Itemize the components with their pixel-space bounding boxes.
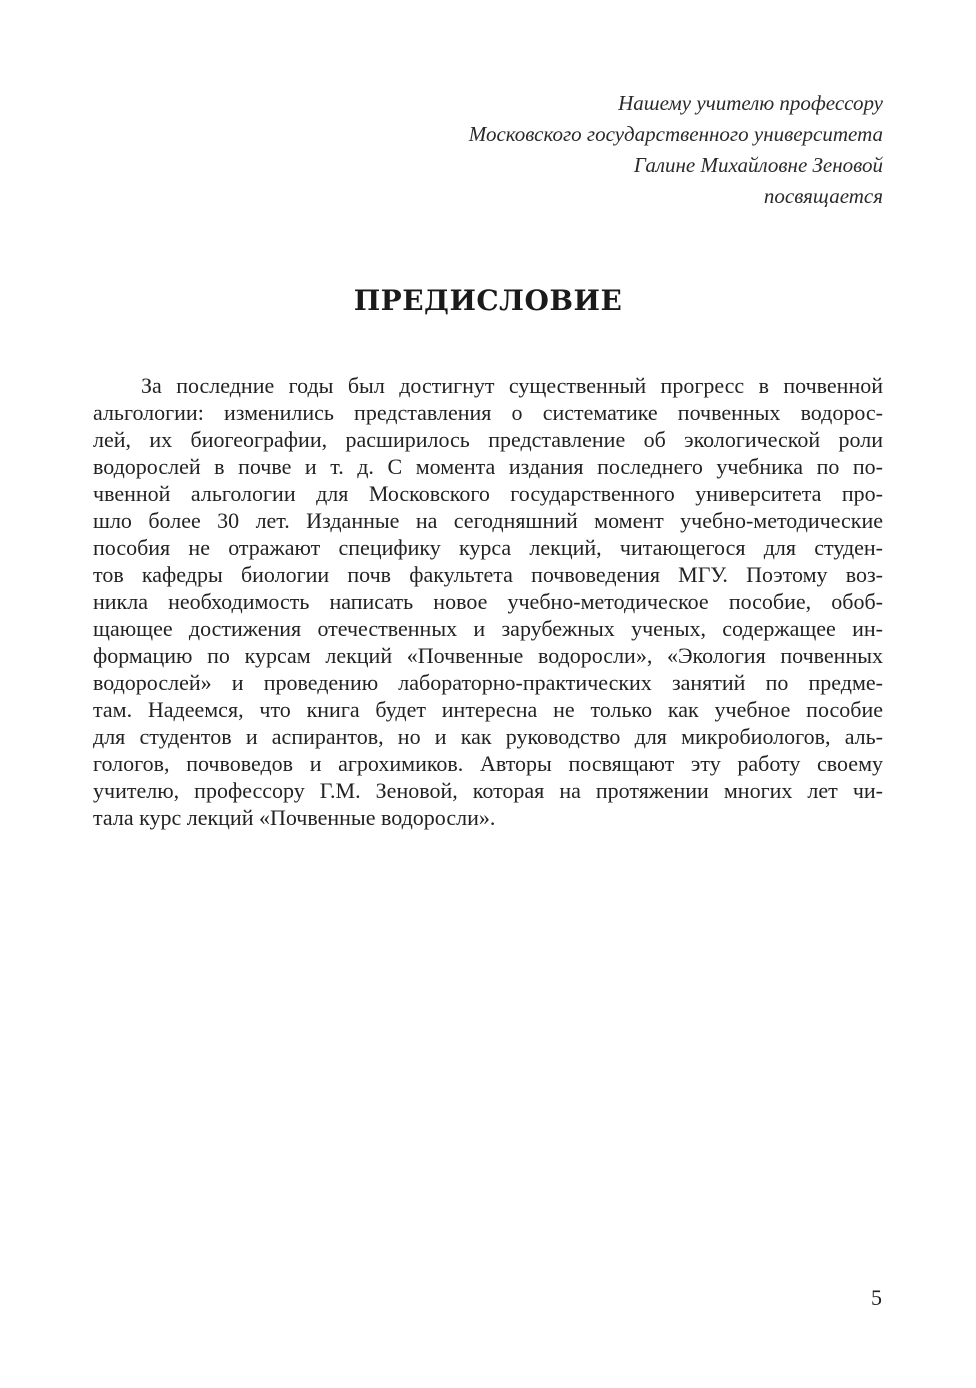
dedication-line: Нашему учителю профессору: [618, 91, 883, 115]
paragraph-line: тала курс лекций «Почвенные водоросли».: [93, 805, 496, 830]
paragraph-line: тов кафедры биологии почв факультета почвоведения МГУ. Поэтому воз-: [93, 562, 883, 587]
paragraph-line: лей, их биогеографии, расширилось представление об экологической роли: [93, 427, 883, 452]
page-title: ПРЕДИСЛОВИЕ: [353, 284, 623, 317]
paragraph-line: За последние годы был достигнут существенный прогресс в почвенной: [141, 373, 883, 398]
dedication-line: Московского государственного университета: [468, 122, 883, 146]
paragraph-line: водорослей» и проведению лабораторно-практических занятий по предме-: [93, 670, 883, 695]
dedication-line: посвящается: [763, 184, 883, 208]
paragraph-line: формацию по курсам лекций «Почвенные водоросли», «Экология почвенных: [93, 643, 883, 668]
dedication-line: Галине Михайловне Зеновой: [633, 153, 883, 177]
paragraph-line: гологов, почвоведов и агрохимиков. Авторы посвящают эту работу своему: [93, 751, 883, 776]
paragraph-line: учителю, профессору Г.М. Зеновой, которая на протяжении многих лет чи-: [93, 778, 883, 803]
paragraph-line: водорослей в почве и т. д. С момента издания последнего учебника по по-: [93, 454, 883, 479]
preface-paragraph: [93, 372, 883, 831]
paragraph-line: шло более 30 лет. Изданные на сегодняшний момент учебно-методические: [93, 508, 883, 533]
dedication: [469, 88, 883, 212]
paragraph-line: для студентов и аспирантов, но и как руководство для микробиологов, аль-: [93, 724, 883, 749]
page-number: 5: [871, 1285, 882, 1310]
paragraph-line: щающее достижения отечественных и зарубежных ученых, содержащее ин-: [93, 616, 883, 641]
paragraph-line: чвенной альгологии для Московского государственного университета про-: [93, 481, 883, 506]
paragraph-line: там. Надеемся, что книга будет интересна не только как учебное пособие: [93, 697, 883, 722]
paragraph-line: альгологии: изменились представления о систематике почвенных водорос-: [93, 400, 883, 425]
paragraph-line: пособия не отражают специфику курса лекций, читающегося для студен-: [93, 535, 883, 560]
paragraph-line: никла необходимость написать новое учебно-методическое пособие, обоб-: [93, 589, 883, 614]
